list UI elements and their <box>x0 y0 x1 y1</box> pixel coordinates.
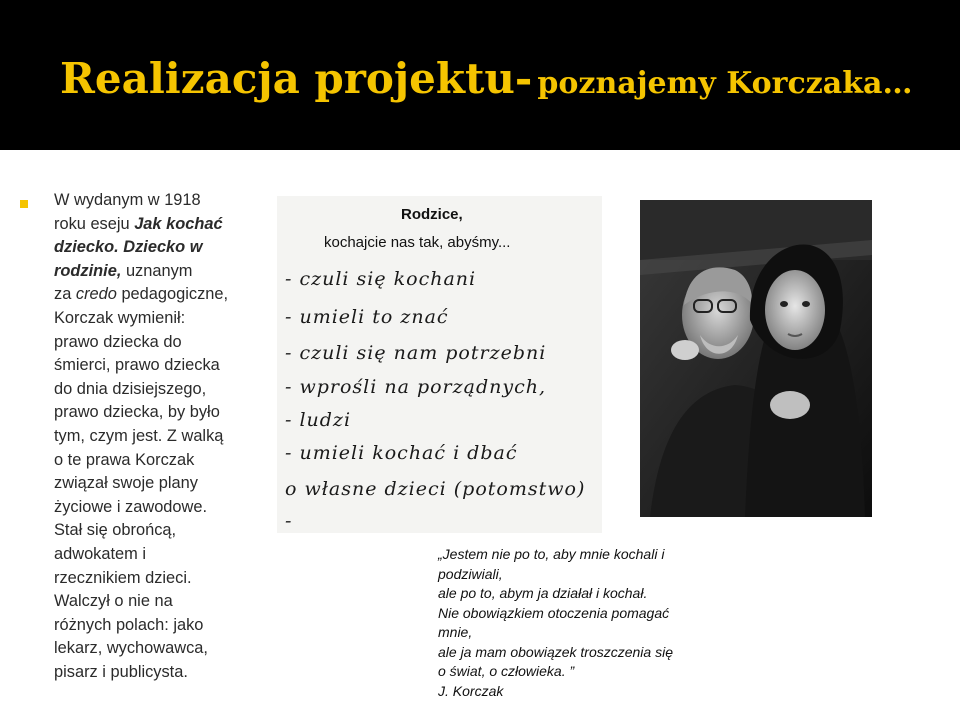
essay-title-2: Dziecko w <box>119 238 203 256</box>
body-paragraph <box>54 189 269 684</box>
note-line: - umieli kochać i dbać <box>285 442 517 464</box>
body-line: W wydanym w 1918 <box>54 189 269 213</box>
body-line: śmierci, prawo dziecka <box>54 354 269 378</box>
body-line <box>54 260 269 284</box>
quote-line: „Jestem nie po to, aby mnie kochali i <box>438 545 738 565</box>
note-line: - ludzi <box>285 409 351 431</box>
korczak-quote <box>438 545 738 701</box>
body-line: prawo dziecka do <box>54 331 269 355</box>
note-line: - <box>285 510 292 532</box>
quote-author: J. Korczak <box>438 682 738 701</box>
body-line: związał swoje plany <box>54 472 269 496</box>
body-line: tym, czym jest. Z walką <box>54 425 269 449</box>
body-line: Korczak wymienił: <box>54 307 269 331</box>
note-line: - umieli to znać <box>285 306 449 328</box>
body-line: adwokatem i <box>54 543 269 567</box>
body-line: pisarz i publicysta. <box>54 661 269 685</box>
body-text-run: uznanym <box>121 262 192 280</box>
essay-title-end: dziecko. <box>54 238 119 256</box>
body-line: różnych polach: jako <box>54 614 269 638</box>
body-line: Stał się obrońcą, <box>54 519 269 543</box>
body-line: rzecznikiem dzieci. <box>54 567 269 591</box>
quote-line: mnie, <box>438 623 738 643</box>
quote-line: podziwiali, <box>438 565 738 585</box>
title-bar <box>0 0 960 150</box>
body-line: Walczył o nie na <box>54 590 269 614</box>
quote-line: ale ja mam obowiązek troszczenia się <box>438 643 738 663</box>
note-line: o własne dzieci (potomstwo) <box>285 478 585 500</box>
slide-title <box>60 54 912 103</box>
body-line: prawo dziecka, by było <box>54 401 269 425</box>
essay-title-2-end: rodzinie, <box>54 262 121 280</box>
body-line: o te prawa Korczak <box>54 449 269 473</box>
bullet-icon <box>20 200 28 208</box>
credo-word: credo <box>76 285 117 303</box>
body-line: lekarz, wychowawca, <box>54 637 269 661</box>
body-line: życiowe i zawodowe. <box>54 496 269 520</box>
note-heading: Rodzice, <box>401 206 463 223</box>
photo-illustration <box>640 200 872 517</box>
title-main: Realizacja projektu- <box>60 54 532 103</box>
body-text-run: roku eseju <box>54 215 134 233</box>
note-line: - czuli się kochani <box>285 268 476 290</box>
note-line: - wprośli na porządnych, <box>285 376 546 398</box>
body-line <box>54 283 269 307</box>
note-line: - czuli się nam potrzebni <box>285 342 546 364</box>
body-line: do dnia dzisiejszego, <box>54 378 269 402</box>
handwritten-note-image <box>277 196 602 533</box>
note-subheading: kochajcie nas tak, abyśmy... <box>324 234 510 251</box>
body-line <box>54 213 269 237</box>
essay-title: Jak kochać <box>134 215 222 233</box>
quote-line: o świat, o człowieka. ” <box>438 662 738 682</box>
korczak-photo <box>640 200 872 517</box>
title-subtitle: poznajemy Korczaka… <box>537 66 912 101</box>
body-text-run: za <box>54 285 76 303</box>
body-line <box>54 236 269 260</box>
quote-line: ale po to, abym ja działał i kochał. <box>438 584 738 604</box>
body-text-run: pedagogiczne, <box>117 285 228 303</box>
quote-line: Nie obowiązkiem otoczenia pomagać <box>438 604 738 624</box>
